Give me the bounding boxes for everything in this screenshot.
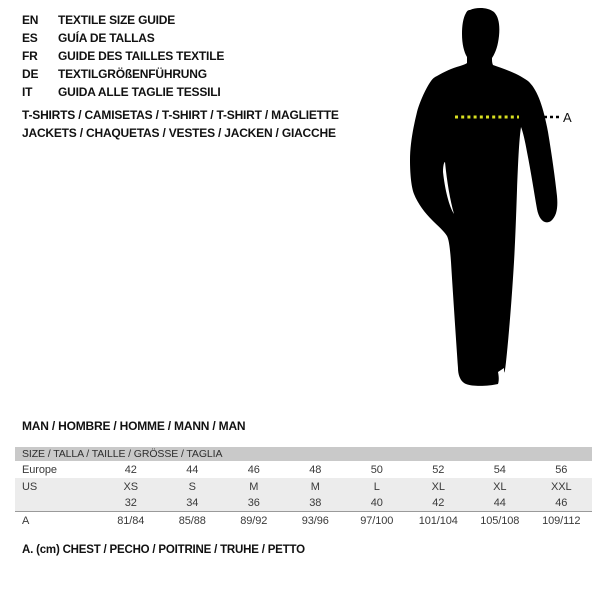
language-row-it <box>22 83 224 101</box>
table-cell: 54 <box>493 463 506 476</box>
measure-label-a: A <box>563 110 572 125</box>
man-silhouette <box>400 0 600 400</box>
table-cell: 93/96 <box>301 514 329 527</box>
table-cell: 81/84 <box>117 514 145 527</box>
language-row-fr <box>22 47 224 65</box>
language-code: IT <box>22 85 33 99</box>
table-cell: 56 <box>555 463 568 476</box>
table-cell: M <box>310 480 320 493</box>
table-cell: 46 <box>247 463 260 476</box>
language-legend <box>22 11 224 101</box>
category-line-tshirts: T-SHIRTS / CAMISETAS / T-SHIRT / T-SHIRT / MAGLIETTE <box>22 108 339 122</box>
table-row-numeric-us <box>15 495 592 512</box>
language-row-es <box>22 29 224 47</box>
table-cell: XL <box>493 480 507 493</box>
table-cell: 38 <box>309 497 322 509</box>
table-cell: 52 <box>432 463 445 476</box>
table-cell: 50 <box>370 463 383 476</box>
table-cell: 105/108 <box>480 514 520 527</box>
man-silhouette-path <box>410 8 557 386</box>
table-cell: 34 <box>186 497 199 509</box>
table-cell: 44 <box>186 463 199 476</box>
table-row-europe <box>15 461 592 478</box>
language-row-en <box>22 11 224 29</box>
table-cell: 48 <box>309 463 322 476</box>
man-figure <box>400 0 600 400</box>
table-cell: S <box>188 480 196 493</box>
table-cell: 85/88 <box>178 514 206 527</box>
table-cell: XL <box>431 480 445 493</box>
language-code: ES <box>22 31 38 45</box>
table-cell: XXL <box>551 480 572 493</box>
man-section-title: MAN / HOMBRE / HOMME / MANN / MAN <box>22 419 246 433</box>
language-label: GUIDE DES TAILLES TEXTILE <box>58 49 225 63</box>
table-row-chest-a <box>15 512 592 529</box>
table-row-us <box>15 478 592 495</box>
row-label: A <box>22 514 30 527</box>
language-label: GUÍA DE TALLAS <box>58 31 155 45</box>
language-code: EN <box>22 13 39 27</box>
language-row-de <box>22 65 224 83</box>
row-label: US <box>22 480 38 493</box>
table-cell: 40 <box>370 497 383 509</box>
table-cell: XS <box>123 480 138 493</box>
table-cell: 101/104 <box>418 514 458 527</box>
table-cell: 89/92 <box>240 514 268 527</box>
language-label: TEXTILGRÖßENFÜHRUNG <box>58 67 207 81</box>
table-cell: M <box>249 480 259 493</box>
table-cell: 97/100 <box>360 514 394 527</box>
row-label: Europe <box>22 463 57 476</box>
category-block <box>22 106 339 142</box>
language-code: FR <box>22 49 38 63</box>
language-label: GUIDA ALLE TAGLIE TESSILI <box>58 85 221 99</box>
table-cell: 42 <box>432 497 445 509</box>
table-cell: 44 <box>493 497 506 509</box>
table-cell: 36 <box>247 497 260 509</box>
category-line-jackets: JACKETS / CHAQUETAS / VESTES / JACKEN / GIACCHE <box>22 126 336 140</box>
language-code: DE <box>22 67 39 81</box>
chest-measurement-footnote: A. (cm) CHEST / PECHO / POITRINE / TRUHE / PETTO <box>22 544 305 556</box>
language-label: TEXTILE SIZE GUIDE <box>58 13 176 27</box>
table-cell: 32 <box>124 497 137 509</box>
size-table <box>15 447 592 529</box>
size-table-header: SIZE / TALLA / TAILLE / GRÖSSE / TAGLIA <box>15 447 592 461</box>
table-cell: 109/112 <box>542 514 581 527</box>
table-cell: 46 <box>555 497 568 509</box>
table-cell: L <box>373 480 380 493</box>
table-cell: 42 <box>124 463 137 476</box>
